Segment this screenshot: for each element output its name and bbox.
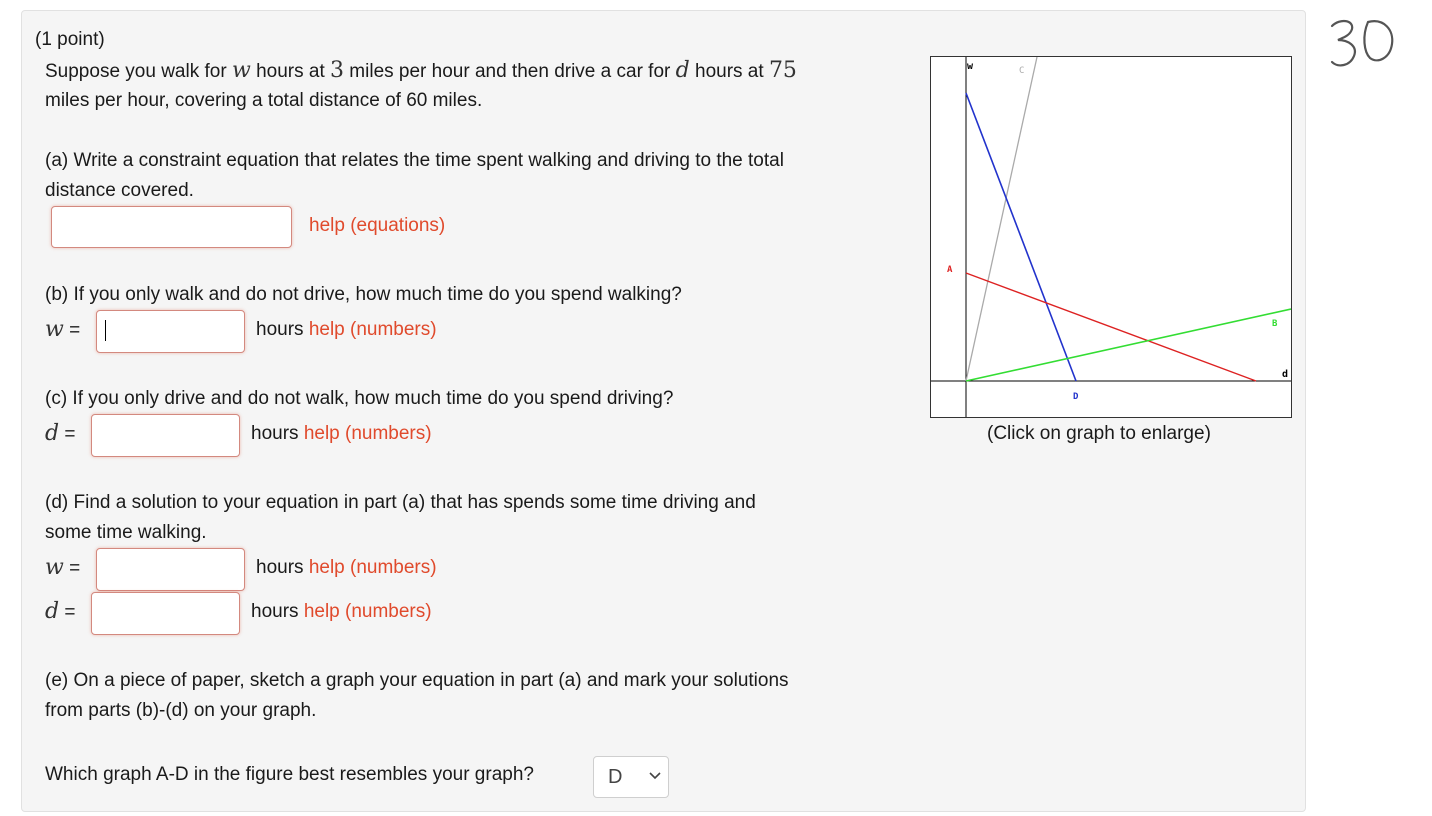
part-d-d-input[interactable]	[91, 592, 240, 635]
graph-figure[interactable]	[930, 56, 1292, 418]
part-d-d-unit-help	[251, 597, 432, 627]
problem-intro-line1: Suppose you walk for w hours at 3 miles per hour and then drive a car for d hours at 75	[45, 58, 797, 83]
line-label-a: A	[947, 265, 953, 275]
unit-hours: hours	[251, 423, 299, 444]
var-w: w	[231, 58, 251, 83]
part-c-driving-time-input[interactable]	[91, 414, 240, 457]
part-b-walking-time-input[interactable]	[96, 310, 245, 353]
part-a-question: (a) Write a constraint equation that relates the time spent walking and driving to the total	[45, 150, 784, 171]
var-d: d	[675, 58, 690, 83]
part-a-equation-input[interactable]	[51, 206, 292, 248]
axis-label-d: d	[1282, 369, 1289, 380]
text-caret	[105, 320, 106, 341]
line-b	[966, 309, 1291, 381]
part-b-unit-help	[256, 315, 437, 345]
part-b-input-wrap[interactable]	[96, 310, 245, 353]
unit-hours: hours	[251, 601, 299, 622]
num-3: 3	[330, 58, 345, 83]
part-d-question-cont: some time walking.	[45, 522, 207, 543]
line-c	[966, 57, 1037, 381]
unit-hours: hours	[256, 319, 304, 340]
part-b-question: (b) If you only walk and do not drive, how much time do you spend walking?	[45, 284, 682, 305]
help-numbers-link[interactable]: help (numbers)	[303, 601, 432, 622]
part-e-instruction: (e) On a piece of paper, sketch a graph your equation in part (a) and mark your solutions	[45, 670, 789, 691]
axis-label-w: w	[967, 61, 974, 72]
chevron-down-icon	[648, 769, 662, 783]
line-label-b: B	[1272, 319, 1278, 329]
part-a-question-cont: distance covered.	[45, 180, 194, 201]
line-d	[966, 93, 1076, 381]
help-numbers-link[interactable]: help (numbers)	[308, 557, 437, 578]
part-c-unit-help	[251, 419, 432, 449]
help-equations-link[interactable]: help (equations)	[309, 215, 446, 236]
help-numbers-link[interactable]: help (numbers)	[308, 319, 437, 340]
part-b-label: w =	[45, 317, 81, 342]
graph-svg	[931, 57, 1291, 417]
part-d-w-unit-help	[256, 553, 437, 583]
part-d-w-input[interactable]	[96, 548, 245, 591]
points-label: (1 point)	[35, 29, 105, 50]
var-d: d	[45, 599, 60, 624]
which-graph-question: Which graph A-D in the figure best resembles your graph?	[45, 764, 534, 785]
part-d-question: (d) Find a solution to your equation in part (a) that has spends some time driving and	[45, 492, 756, 513]
var-d: d	[45, 421, 60, 446]
part-c-question: (c) If you only drive and do not walk, how much time do you spend driving?	[45, 388, 674, 409]
handwritten-score-mark	[1328, 14, 1398, 72]
part-e-instruction-cont: from parts (b)-(d) on your graph.	[45, 700, 317, 721]
unit-hours: hours	[256, 557, 304, 578]
part-d-w-label: w =	[45, 555, 81, 580]
graph-choice-select[interactable]	[593, 756, 669, 798]
graph-caption: (Click on graph to enlarge)	[987, 423, 1211, 444]
problem-intro-line2: miles per hour, covering a total distance of 60 miles.	[45, 90, 483, 111]
part-d-d-label: d =	[45, 599, 76, 624]
var-w: w	[45, 317, 64, 342]
part-c-label: d =	[45, 421, 76, 446]
line-label-d: D	[1073, 392, 1079, 402]
graph-choice-value: D	[608, 766, 623, 788]
num-75: 75	[768, 58, 797, 83]
var-w: w	[45, 555, 64, 580]
line-label-c: C	[1019, 66, 1025, 76]
help-numbers-link[interactable]: help (numbers)	[303, 423, 432, 444]
